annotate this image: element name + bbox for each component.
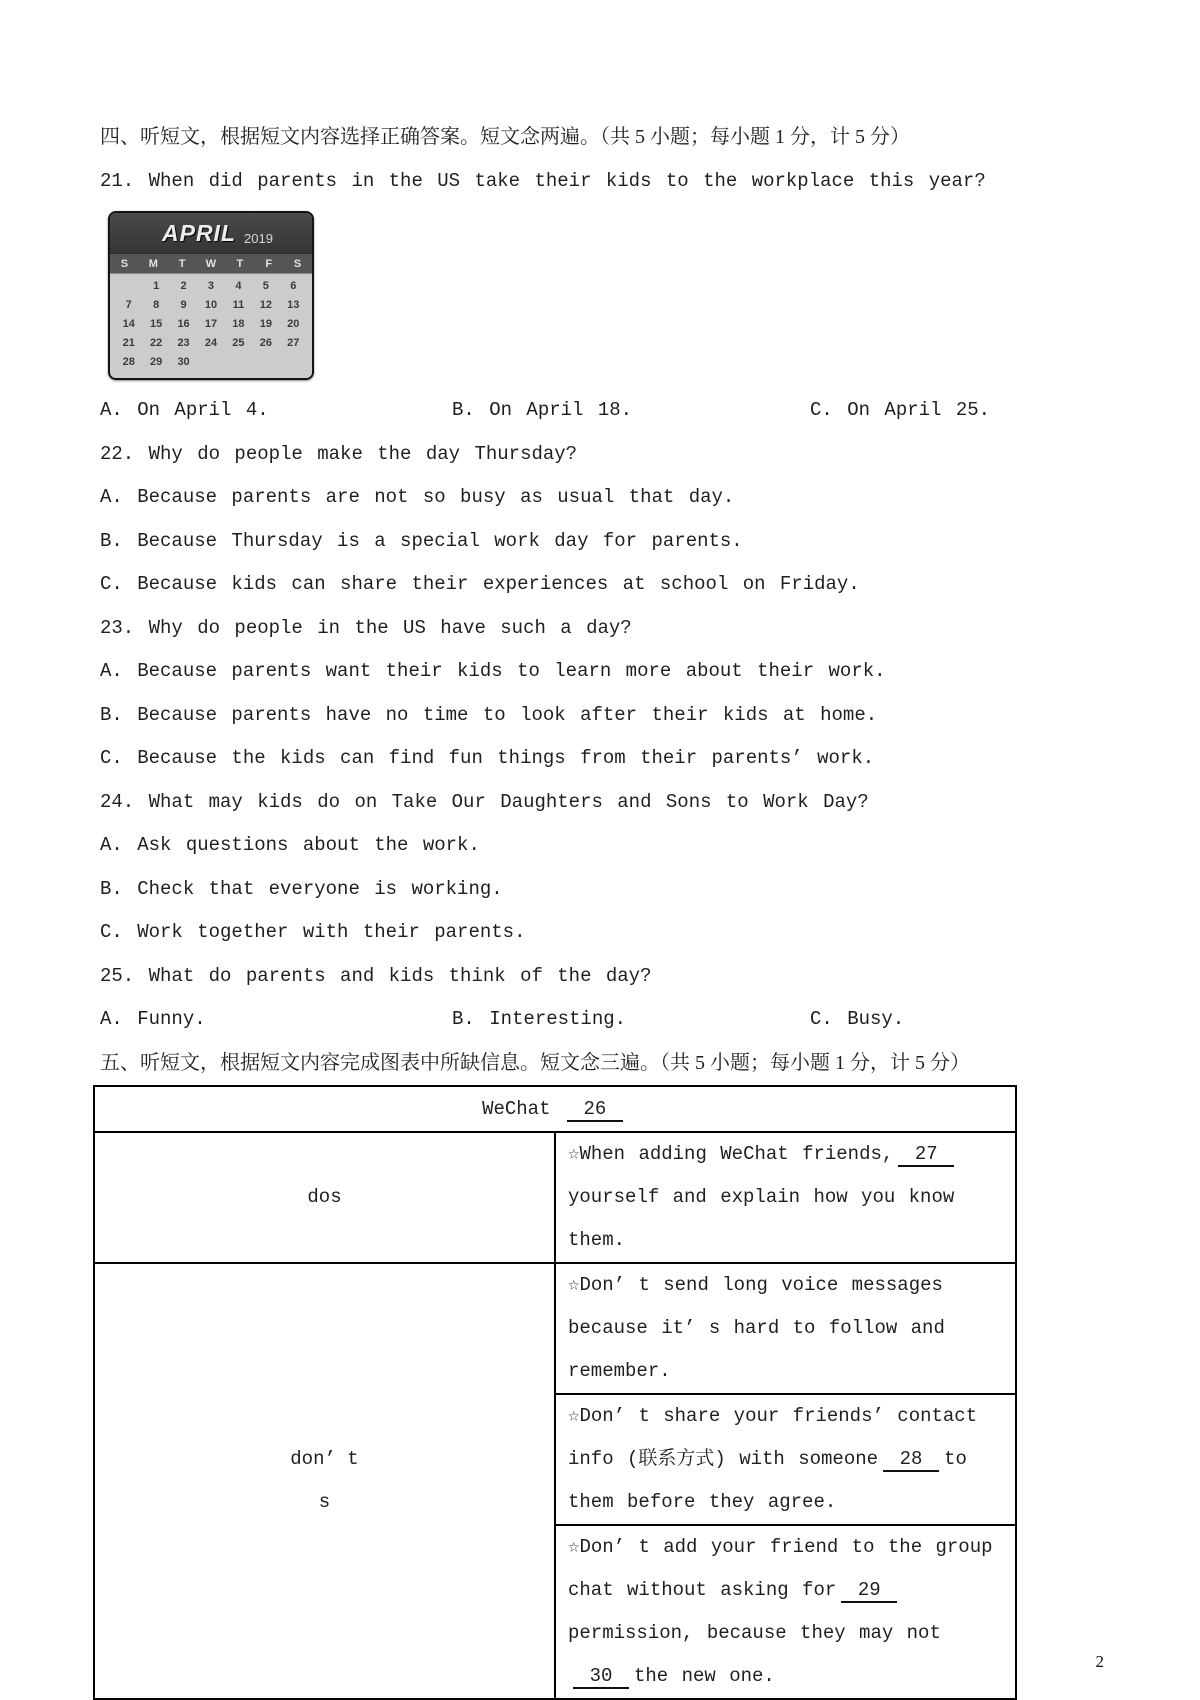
calendar-date: [252, 353, 279, 371]
calendar-date: 18: [232, 318, 245, 330]
question-24-option-a: A. Ask questions about the work.: [100, 834, 480, 856]
calendar-date: [115, 277, 142, 295]
dos-row: [94, 1132, 1016, 1263]
calendar-date: 8: [153, 299, 160, 311]
question-21-options: [100, 389, 1105, 433]
donts-row-1: [94, 1263, 1016, 1394]
calendar-header: [110, 213, 312, 253]
calendar-day-header: W: [205, 258, 217, 270]
dont-text-2-pre: ☆Don’ t share your friends’ contact info (联系方式) with someone: [568, 1405, 978, 1470]
question-25-option-b: B. Interesting.: [452, 1008, 627, 1030]
calendar-date: 3: [207, 280, 215, 292]
dont-text-2-post: to them before they agree.: [568, 1448, 967, 1513]
calendar-year-label: 2019: [244, 230, 273, 246]
question-21-option-b: B. On April 18.: [452, 399, 633, 421]
question-23-option-b: B. Because parents have no time to look after their kids at home.: [100, 703, 878, 726]
calendar-date: 20: [287, 318, 300, 330]
calendar-date: 5: [262, 280, 269, 292]
question-25-text: 25. What do parents and kids think of the day?: [100, 964, 652, 987]
blank-30: 30: [573, 1666, 629, 1689]
donts-label: [94, 1263, 555, 1699]
donts-label-line1: don’ t: [290, 1448, 359, 1470]
calendar-date: 4: [235, 280, 242, 292]
dont-text-3-mid: permission, because they may not: [568, 1622, 941, 1644]
table-title-cell: [94, 1086, 1016, 1132]
calendar-date: 29: [150, 356, 163, 368]
calendar-day-headers: [110, 253, 312, 274]
dos-text-post: yourself and explain how you know them.: [568, 1186, 955, 1251]
question-21-text: 21. When did parents in the US take their kids to the workplace this year?: [100, 169, 986, 192]
question-23-text: 23. Why do people in the US have such a day?: [100, 616, 632, 639]
calendar-date: 25: [232, 337, 245, 349]
calendar-date: 22: [150, 337, 163, 349]
calendar-date: 6: [290, 280, 297, 292]
calendar-date: [280, 353, 307, 371]
question-25-option-a: A. Funny.: [100, 1008, 206, 1030]
dont-content-cell-2: [555, 1394, 1016, 1525]
calendar-date: 27: [287, 337, 300, 349]
calendar-date: 23: [177, 337, 190, 349]
dos-label: dos: [94, 1132, 555, 1263]
question-24-option-b: B. Check that everyone is working.: [100, 877, 503, 900]
calendar-dates: [110, 274, 312, 378]
calendar-date: 16: [177, 318, 190, 330]
table-title-row: [94, 1086, 1016, 1132]
calendar-date: 7: [125, 299, 132, 311]
calendar-date: 17: [204, 318, 218, 330]
blank-28: 28: [883, 1449, 939, 1472]
calendar-date: 12: [259, 299, 272, 311]
section5-heading: 五、听短文，根据短文内容完成图表中所缺信息。短文念三遍。（共 5 小题；每小题 1 分，计 5 分）: [100, 1051, 970, 1074]
question-22-option-c: C. Because kids can share their experiences at school on Friday.: [100, 573, 860, 595]
blank-26: 26: [567, 1099, 623, 1122]
calendar-date: [197, 353, 224, 371]
table-title-text: WeChat: [482, 1097, 551, 1120]
calendar-date: 9: [180, 299, 187, 311]
wechat-table: [93, 1085, 1017, 1700]
calendar-day-header: F: [265, 258, 273, 270]
dont-text-1: ☆Don’ t send long voice messages because it’ s hard to follow and remember.: [555, 1263, 1016, 1394]
calendar-day-header: T: [236, 258, 244, 270]
calendar-date: 28: [122, 356, 135, 368]
calendar-date: 19: [259, 318, 272, 330]
blank-27: 27: [898, 1144, 954, 1167]
calendar-date: 21: [122, 337, 135, 349]
question-22-option-a: A. Because parents are not so busy as usual that day.: [100, 486, 735, 508]
question-23-option-c: C. Because the kids can find fun things from their parents’ work.: [100, 747, 875, 769]
page-number: 2: [1095, 1652, 1104, 1671]
dont-content-cell-3: [555, 1525, 1016, 1699]
calendar-image: [108, 211, 314, 380]
blank-29: 29: [841, 1580, 897, 1603]
question-21-option-a: A. On April 4.: [100, 399, 269, 421]
question-24-option-c: C. Work together with their parents.: [100, 921, 526, 943]
dos-text-pre: ☆When adding WeChat friends,: [568, 1143, 894, 1165]
calendar-date: [225, 353, 252, 371]
calendar-date: 24: [204, 337, 218, 349]
dos-content-cell: [555, 1132, 1016, 1263]
question-25-options: [100, 998, 1105, 1042]
calendar-date: 2: [180, 280, 187, 292]
question-22-option-b: B. Because Thursday is a special work day for parents.: [100, 529, 743, 552]
calendar-day-header: T: [178, 258, 186, 270]
calendar-date: 26: [259, 337, 272, 349]
calendar-day-header: M: [148, 258, 158, 270]
calendar-date: 13: [287, 299, 300, 311]
calendar-date: 1: [153, 280, 160, 292]
question-21-option-c: C. On April 25.: [810, 399, 991, 421]
question-25-option-c: C. Busy.: [810, 1008, 905, 1030]
calendar-day-header: S: [120, 258, 129, 270]
question-24-text: 24. What may kids do on Take Our Daughters and Sons to Work Day?: [100, 790, 869, 813]
calendar-day-header: S: [293, 258, 302, 270]
section4-heading: 四、听短文，根据短文内容选择正确答案。短文念两遍。（共 5 小题；每小题 1 分，计 5 分）: [100, 126, 910, 148]
question-23-option-a: A. Because parents want their kids to learn more about their work.: [100, 660, 886, 682]
calendar-date: 10: [204, 299, 218, 311]
donts-label-line2: s: [318, 1491, 331, 1513]
dont-text-3-pre: ☆Don’ t add your friend to the group chat without asking for: [568, 1536, 993, 1601]
calendar-date: 15: [150, 318, 163, 330]
calendar-month-label: APRIL: [162, 219, 236, 246]
dont-text-3-post: the new one.: [634, 1665, 775, 1687]
question-22-text: 22. Why do people make the day Thursday?: [100, 442, 578, 465]
calendar-date: 14: [122, 318, 135, 330]
calendar-date: 30: [177, 356, 190, 368]
calendar-date: 11: [232, 299, 245, 311]
